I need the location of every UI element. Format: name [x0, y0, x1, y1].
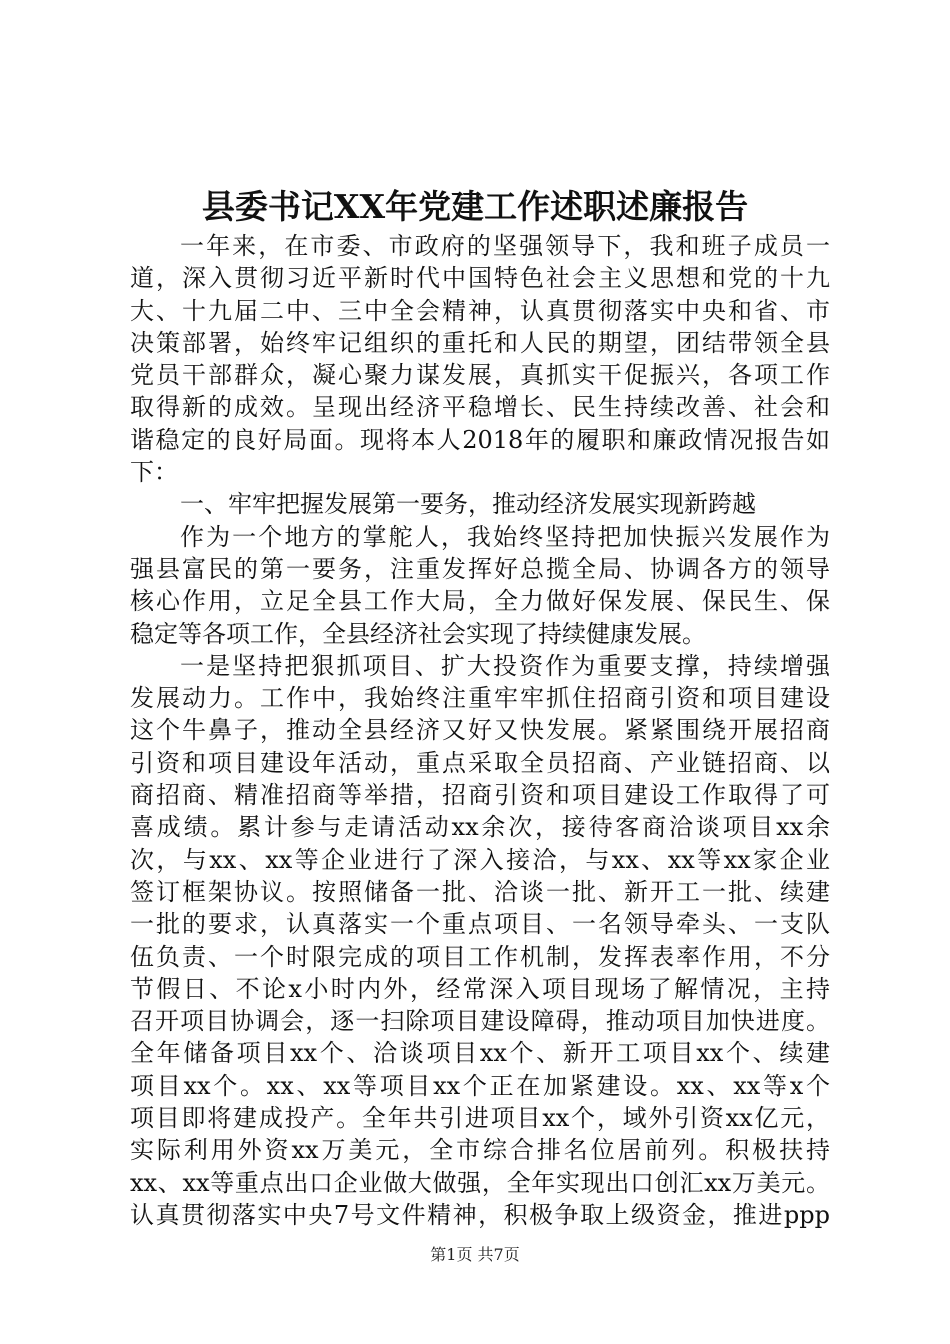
text-line: 决策部署，始终牢记组织的重托和人民的期望，团结带领全县 — [130, 328, 830, 357]
text-line: 一年来，在市委、市政府的坚强领导下，我和班子成员一 — [180, 232, 830, 260]
text-line: 这个牛鼻子，推动全县经济又好又快发展。紧紧围绕开展招商 — [130, 716, 830, 745]
text-line: 发展动力。工作中，我始终注重牢牢抓住招商引资和项目建设 — [130, 684, 830, 713]
text-line: 次，与xx、xx等企业进行了深入接洽，与xx、xx等xx家企业 — [130, 845, 830, 874]
text-line: 一是坚持把狠抓项目、扩大投资作为重要支撑，持续增强 — [180, 651, 830, 680]
text-line: 大、十九届二中、三中全会精神，认真贯彻落实中央和省、市 — [130, 296, 830, 325]
text-line: 谐稳定的良好局面。现将本人2018年的履职和廉政情况报告如 — [130, 425, 830, 454]
text-line: 商招商、精准招商等举措，招商引资和项目建设工作取得了可 — [130, 781, 830, 810]
document-body — [130, 230, 830, 1231]
text-line: 伍负责、一个时限完成的项目工作机制，发挥表率作用，不分 — [130, 942, 830, 971]
text-line: 核心作用，立足全县工作大局，全力做好保发展、保民生、保 — [130, 587, 830, 616]
text-line: 一批的要求，认真落实一个重点项目、一名领导牵头、一支队 — [130, 910, 830, 939]
text-line: 引资和项目建设年活动，重点采取全员招商、产业链招商、以 — [130, 748, 830, 777]
text-line: 签订框架协议。按照储备一批、洽谈一批、新开工一批、续建 — [130, 877, 830, 906]
section-heading: 一、牢牢把握发展第一要务，推动经济发展实现新跨越 — [180, 490, 756, 519]
text-line: 召开项目协调会，逐一扫除项目建设障碍，推动项目加快进度。 — [130, 1007, 830, 1036]
text-line: 项目xx个。xx、xx等项目xx个正在加紧建设。xx、xx等x个 — [130, 1071, 830, 1100]
page-number-footer: 第1页 共7页 — [430, 1245, 520, 1264]
text-line: 党员干部群众，凝心聚力谋发展，真抓实干促振兴，各项工作 — [130, 361, 830, 390]
text-line: 认真贯彻落实中央7号文件精神，积极争取上级资金，推进ppp — [130, 1200, 830, 1229]
text-line: 下： — [130, 458, 178, 487]
text-line: 项目即将建成投产。全年共引进项目xx个，域外引资xx亿元， — [130, 1104, 830, 1133]
text-line: 全年储备项目xx个、洽谈项目xx个、新开工项目xx个、续建 — [130, 1039, 830, 1068]
text-line: 节假日、不论x小时内外，经常深入项目现场了解情况，主持 — [130, 974, 830, 1003]
text-line: 喜成绩。累计参与走请活动xx余次，接待客商洽谈项目xx余 — [130, 813, 830, 842]
text-line: 稳定等各项工作，全县经济社会实现了持续健康发展。 — [130, 619, 706, 648]
text-line: 强县富民的第一要务，注重发挥好总揽全局、协调各方的领导 — [130, 554, 830, 583]
text-line: 实际利用外资xx万美元，全市综合排名位居前列。积极扶持 — [130, 1136, 830, 1165]
text-line: 道，深入贯彻习近平新时代中国特色社会主义思想和党的十九 — [130, 264, 830, 293]
text-line: xx、xx等重点出口企业做大做强，全年实现出口创汇xx万美元。 — [130, 1168, 830, 1197]
text-line: 作为一个地方的掌舵人，我始终坚持把加快振兴发展作为 — [180, 522, 830, 551]
document-title: 县委书记XX年党建工作述职述廉报告 — [201, 187, 749, 226]
text-line: 取得新的成效。呈现出经济平稳增长、民生持续改善、社会和 — [130, 393, 830, 422]
